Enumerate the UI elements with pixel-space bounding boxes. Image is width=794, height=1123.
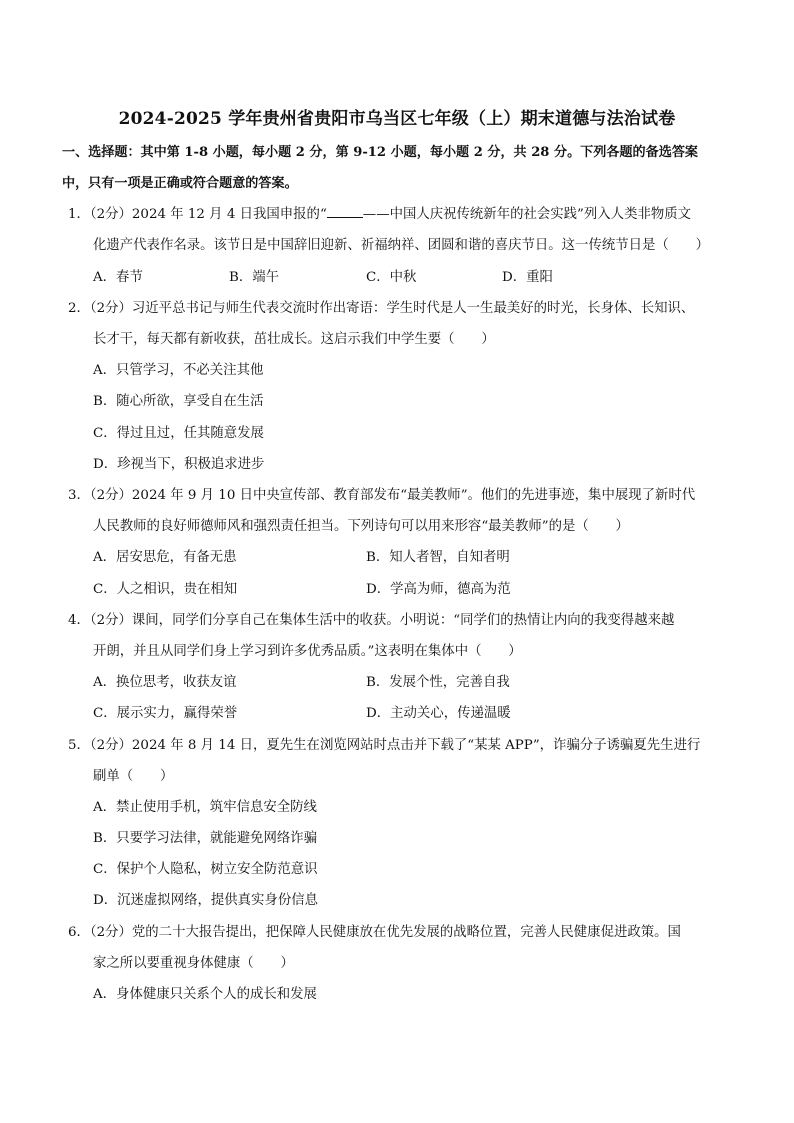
question-4-option-d: D．主动关心，传递温暖 bbox=[366, 706, 511, 721]
question-1-line1 bbox=[68, 205, 691, 225]
question-1-text-b: ——中国人庆祝传统新年的社会实践”列入人类非物质文 bbox=[362, 207, 692, 222]
question-2-option-d: D．珍视当下，积极追求进步 bbox=[93, 457, 265, 472]
question-3-line2: 人民教师的良好师德师风和强烈责任担当。下列诗句可以用来形容“最美教师”的是（ ） bbox=[93, 519, 629, 534]
question-4-option-a: A．换位思考，收获友谊 bbox=[93, 675, 237, 690]
question-2-option-b: B．随心所欲，享受自在生活 bbox=[93, 394, 264, 409]
question-3-line1: 3．（2分）2024 年 9 月 10 日中央宣传部、教育部发布“最美教师”。他们的先进事迹，集中展现了新时代 bbox=[68, 488, 696, 503]
question-1-option-b: B．端午 bbox=[229, 270, 280, 285]
question-2-line1: 2．（2分）习近平总书记与师生代表交流时作出寄语：学生时代是人一生最美好的时光，长身体、长知识、 bbox=[68, 301, 695, 316]
question-5-line1: 5．（2分）2024 年 8 月 14 日，夏先生在浏览网站时点击并下载了“某某 APP”，诈骗分子诱骗夏先生进行 bbox=[68, 738, 701, 753]
question-1-line2: 化遗产代表作名录。该节日是中国辞旧迎新、祈福纳祥、团圆和谐的喜庆节日。这一传统节日是（ ） bbox=[93, 238, 709, 253]
section-heading-line2: 中，只有一项是正确或符合题意的答案。 bbox=[62, 176, 298, 191]
question-1-text-a: 1．（2分）2024 年 12 月 4 日我国申报的“ bbox=[68, 207, 327, 222]
question-5-option-c: C．保护个人隐私，树立安全防范意识 bbox=[93, 862, 318, 877]
question-6-line2: 家之所以要重视身体健康（ ） bbox=[93, 956, 294, 971]
page-title: 2024-2025 学年贵州省贵阳市乌当区七年级（上）期末道德与法治试卷 bbox=[118, 109, 676, 129]
question-2-option-a: A．只管学习，不必关注其他 bbox=[93, 363, 264, 378]
section-heading-line1: 一、选择题：其中第 1-8 小题，每小题 2 分，第 9-12 小题，每小题 2 分，共 28 分。下列各题的备选答案 bbox=[62, 145, 699, 160]
question-4-option-b: B．发展个性，完善自我 bbox=[366, 675, 510, 690]
question-3-option-a: A．居安思危，有备无患 bbox=[93, 550, 237, 565]
question-4-line2: 开朗，并且从同学们身上学习到许多优秀品质。”这表明在集体中（ ） bbox=[93, 644, 522, 659]
question-1-option-a: A．春节 bbox=[93, 270, 143, 285]
question-5-option-d: D．沉迷虚拟网络，提供真实身份信息 bbox=[93, 893, 318, 908]
question-1-option-d: D．重阳 bbox=[502, 270, 553, 285]
question-3-option-b: B．知人者智，自知者明 bbox=[366, 550, 510, 565]
question-5-option-b: B．只要学习法律，就能避免网络诈骗 bbox=[93, 831, 318, 846]
question-1-option-c: C．中秋 bbox=[366, 270, 417, 285]
question-2-line2: 长才干，每天都有新收获，茁壮成长。这启示我们中学生要（ ） bbox=[93, 332, 495, 347]
question-6-line1: 6．（2分）党的二十大报告提出，把保障人民健康放在优先发展的战略位置，完善人民健康促进政策。国 bbox=[68, 925, 681, 940]
question-4-option-c: C．展示实力，赢得荣誉 bbox=[93, 706, 238, 721]
question-4-line1: 4．（2分）课间，同学们分享自己在集体生活中的收获。小明说：“同学们的热情让内向的我变得越来越 bbox=[68, 613, 675, 628]
question-5-line2: 刷单（ ） bbox=[93, 769, 174, 784]
question-2-option-c: C．得过且过，任其随意发展 bbox=[93, 426, 264, 441]
question-6-option-a: A．身体健康只关系个人的成长和发展 bbox=[93, 987, 317, 1002]
question-3-option-d: D．学高为师，德高为范 bbox=[366, 582, 511, 597]
question-5-option-a: A．禁止使用手机，筑牢信息安全防线 bbox=[93, 800, 317, 815]
answer-blank bbox=[327, 205, 363, 218]
question-3-option-c: C．人之相识，贵在相知 bbox=[93, 582, 238, 597]
